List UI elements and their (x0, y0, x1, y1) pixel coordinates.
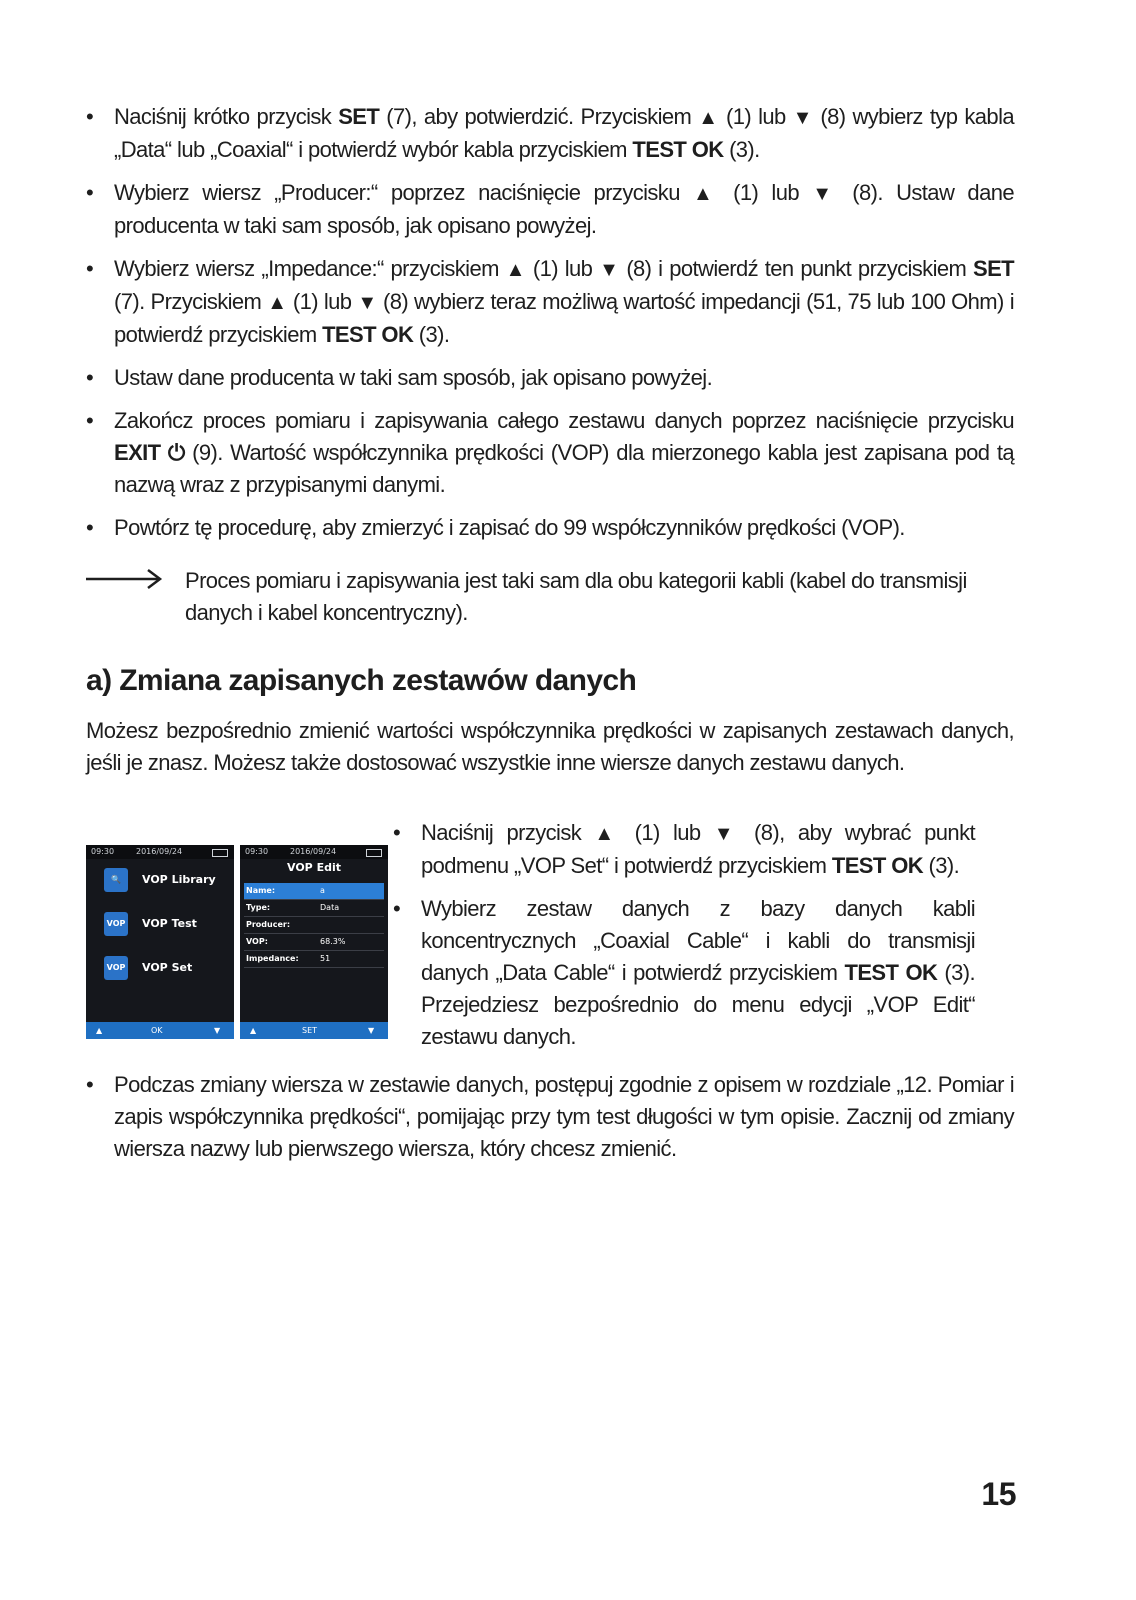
text-run: (1) lub (526, 256, 600, 281)
edit-row-key: Impedance: (246, 954, 299, 963)
text-run: Wybierz wiersz „Impedance:“ przyciskiem (114, 256, 506, 281)
status-bar (86, 845, 234, 859)
list-item (86, 177, 1014, 242)
list-item (86, 253, 1014, 351)
section-heading: a) Zmiana zapisanych zestawów danych (86, 664, 637, 697)
status-time: 09:30 (245, 847, 269, 856)
page-number: 15 (981, 1476, 1016, 1512)
section-intro: Możesz bezpośrednio zmienić wartości współczynnika prędkości w zapisanych zestawach danych, jeśli je znasz. Możesz także dostosować wszystkie inne wiersze danych zestawu danych. (86, 718, 1014, 775)
triangle-icon: ▲ (505, 259, 527, 281)
edit-row-key: Name: (246, 886, 276, 895)
edit-row-value: 68.3% (320, 937, 346, 946)
list-item (393, 893, 975, 1053)
nav-down: ▼ (368, 1026, 375, 1035)
vop-test-icon: VOP (104, 912, 128, 936)
text-run: (1) lub (718, 104, 793, 129)
battery-icon (366, 849, 382, 857)
instruction-list-bottom (86, 1069, 1014, 1176)
edit-row-key: Type: (246, 903, 271, 912)
list-item (86, 405, 1014, 501)
vop-edit-title: VOP Edit (287, 861, 341, 874)
edit-row (244, 900, 384, 917)
text-run: SET (338, 104, 380, 129)
status-date: 2016/09/24 (290, 847, 337, 856)
edit-row-value: Data (320, 903, 340, 912)
text-run: Powtórz tę procedurę, aby zmierzyć i zapisać do 99 współczynników prędkości (VOP). (114, 515, 905, 540)
text-run: Wybierz wiersz „Producer:“ poprzez naciśnięcie przycisku (114, 180, 694, 205)
instruction-list-top (86, 101, 1014, 555)
nav-ok: OK (151, 1026, 163, 1035)
status-date: 2016/09/24 (136, 847, 183, 856)
triangle-icon: ▼ (713, 823, 741, 845)
nav-down: ▼ (214, 1026, 221, 1035)
menu-item-label: VOP Library (142, 873, 216, 886)
menu-item (86, 949, 234, 989)
edit-row (244, 934, 384, 951)
text-run: TEST OK (844, 960, 938, 985)
arrow-right-icon (86, 567, 164, 591)
text-run: TEST OK (831, 853, 924, 878)
text-run: TEST OK (632, 137, 724, 162)
text-run: Naciśnij przycisk (421, 820, 595, 845)
screen-nav-bar (86, 1022, 234, 1039)
edit-row-value: a (320, 886, 325, 895)
list-item (393, 817, 975, 882)
text-run: EXIT ⏻ (114, 440, 185, 465)
edit-row (244, 951, 384, 968)
text-run: Ustaw dane producenta w taki sam sposób, jak opisano powyżej. (114, 365, 713, 390)
text-run: (7), aby potwierdzić. Przyciskiem (379, 104, 699, 129)
screen-nav-bar (240, 1022, 388, 1039)
text-run: SET (973, 256, 1015, 281)
text-run: (1) lub (719, 180, 813, 205)
vop-set-icon: VOP (104, 956, 128, 980)
triangle-icon: ▼ (812, 183, 840, 205)
triangle-icon: ▲ (594, 823, 622, 845)
list-item (86, 362, 1014, 394)
battery-icon (212, 849, 228, 857)
text-run: Zakończ proces pomiaru i zapisywania całego zestawu danych poprzez naciśnięcie przycisku (114, 408, 1014, 433)
text-run: (8). Ustaw dane producenta w taki sam sposób, jak opisano powyżej. (114, 180, 1014, 238)
text-run: (3). (723, 137, 760, 162)
instruction-list-side (393, 817, 975, 1064)
text-run: (3). (413, 322, 450, 347)
status-time: 09:30 (91, 847, 115, 856)
library-icon: 🔍 (104, 868, 128, 892)
menu-item-label: VOP Set (142, 961, 193, 974)
nav-up: ▲ (96, 1026, 103, 1035)
text-run: (1) lub (286, 289, 358, 314)
edit-row (244, 883, 384, 900)
text-run: (3). Przejedziesz bezpośrednio do menu edycji „VOP Edit“ zestawu danych. (421, 960, 975, 1049)
text-run: TEST OK (322, 322, 414, 347)
text-run: (3). (923, 853, 960, 878)
list-item (86, 1069, 1014, 1165)
screen-main-menu (86, 845, 234, 1039)
edit-row-key: VOP: (246, 937, 268, 946)
triangle-icon: ▼ (357, 292, 378, 314)
text-run: (8) wybierz typ kabla „Data“ lub „Coaxial“ i potwierdź wybór kabla przyciskiem (114, 104, 1014, 162)
text-run: (1) lub (621, 820, 714, 845)
list-item (86, 101, 1014, 166)
text-run: (8) i potwierdź ten punkt przyciskiem (619, 256, 974, 281)
note-text: Proces pomiaru i zapisywania jest taki sam dla obu kategorii kabli (kabel do transmisji danych i kabel koncentryczny). (185, 568, 967, 625)
triangle-icon: ▲ (267, 292, 287, 314)
menu-item (86, 861, 234, 901)
edit-row-key: Producer: (246, 920, 291, 929)
text-run: (8) wybierz teraz możliwą wartość impedancji (51, 75 lub 100 Ohm) i potwierdź przyciskiem (114, 289, 1014, 347)
triangle-icon: ▲ (698, 107, 719, 129)
screen-vop-edit (240, 845, 388, 1039)
edit-row-value: 51 (320, 954, 331, 963)
text-run: Wybierz zestaw danych z bazy danych kabli koncentrycznych „Coaxial Cable“ i kabli do transmisji danych „Data Cable“ i potwierdź przyciskiem (421, 896, 975, 985)
nav-set: SET (302, 1026, 318, 1035)
text-run: (7). Przyciskiem (114, 289, 268, 314)
triangle-icon: ▼ (599, 259, 620, 281)
triangle-icon: ▼ (792, 107, 814, 129)
device-screenshots (86, 845, 388, 1039)
triangle-icon: ▲ (693, 183, 720, 205)
nav-up: ▲ (250, 1026, 257, 1035)
edit-row (244, 917, 384, 934)
text-run: Naciśnij krótko przycisk (114, 104, 339, 129)
menu-item (86, 905, 234, 945)
text-run: (9). Wartość współczynnika prędkości (VOP) dla mierzonego kabla jest zapisana pod tą nazwą wraz z przypisanymi danymi. (114, 440, 1014, 497)
text-run: Podczas zmiany wiersza w zestawie danych, postępuj zgodnie z opisem w rozdziale „12. Pomiar i zapis współczynnika prędkości“, pomijając przy tym test długości w tym opisie. Zacznij od zmiany wiersza nazwy lub pierwszego wiersza, który chcesz zmienić. (114, 1072, 1014, 1161)
menu-item-label: VOP Test (142, 917, 197, 930)
text-run: (8), aby wybrać punkt podmenu „VOP Set“ i potwierdź przyciskiem (421, 820, 975, 878)
status-bar (240, 845, 388, 859)
list-item (86, 512, 1014, 544)
